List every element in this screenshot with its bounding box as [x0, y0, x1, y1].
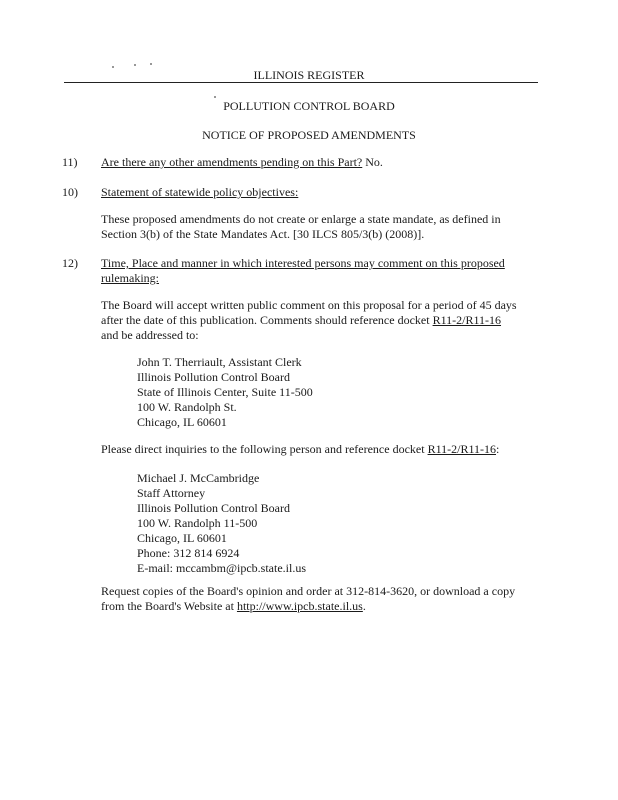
- clerk-address: [137, 355, 517, 430]
- copies-paragraph: [101, 584, 521, 614]
- address-line: Chicago, IL 60601: [137, 415, 227, 429]
- scan-speck: [214, 96, 216, 98]
- contact-line: 100 W. Randolph 11-500: [137, 516, 258, 530]
- docket-number: R11-2/R11-16: [432, 313, 502, 327]
- scan-speck: [150, 63, 152, 65]
- comment-text-end: and be addressed to:: [101, 328, 199, 342]
- address-line: Illinois Pollution Control Board: [137, 370, 291, 384]
- item-heading: Are there any other amendments pending on this Part?: [101, 155, 363, 169]
- item-heading: Statement of statewide policy objectives:: [101, 185, 299, 199]
- contact-line: Staff Attorney: [137, 486, 206, 500]
- address-line: State of Illinois Center, Suite 11-500: [137, 385, 313, 399]
- item-heading-wrap: [101, 256, 521, 286]
- inquiry-line: [101, 442, 521, 457]
- inquiry-punct: :: [496, 442, 500, 456]
- comment-paragraph: [101, 298, 521, 343]
- notice-title: NOTICE OF PROPOSED AMENDMENTS: [202, 128, 416, 142]
- contact-line: Phone: 312 814 6924: [137, 546, 240, 560]
- inquiry-text: Please direct inquiries to the following person and reference docket: [101, 442, 425, 456]
- item-number: 12): [62, 256, 78, 270]
- register-title: ILLINOIS REGISTER: [253, 68, 365, 82]
- item-number: 10): [62, 185, 78, 199]
- address-line: John T. Therriault, Assistant Clerk: [137, 355, 302, 369]
- scan-speck: [134, 64, 136, 66]
- header-rule: [64, 82, 538, 83]
- contact-block: [137, 471, 517, 576]
- item-answer: No.: [365, 155, 383, 169]
- item-number: 11): [62, 155, 78, 169]
- copies-punct: .: [362, 599, 366, 613]
- address-line: 100 W. Randolph St.: [137, 400, 237, 414]
- contact-line: Illinois Pollution Control Board: [137, 501, 291, 515]
- item-body: These proposed amendments do not create or enlarge a state mandate, as defined in Section 3(b) of the State Mandates Act. [30 ILCS 805/3(b) (2008)].: [101, 212, 501, 241]
- docket-number: R11-2/R11-16: [427, 442, 497, 456]
- website-link[interactable]: http://www.ipcb.state.il.us: [236, 599, 363, 613]
- contact-email: E-mail: mccambm@ipcb.state.il.us: [137, 561, 307, 575]
- copies-text: Request copies of the Board's opinion and order at 312-814-3620, or download a copy from the Board's Website at: [101, 584, 516, 613]
- comment-text: The Board will accept written public comment on this proposal for a period of 45 days after the date of this publication. Comments should reference docket: [101, 298, 517, 327]
- item-line: [101, 155, 521, 170]
- contact-line: Michael J. McCambridge: [137, 471, 260, 485]
- item-heading: Time, Place and manner in which interested persons may comment on this proposed rulemaking:: [101, 256, 505, 285]
- agency-title: POLLUTION CONTROL BOARD: [223, 99, 395, 113]
- contact-line: Chicago, IL 60601: [137, 531, 227, 545]
- item-heading-wrap: [101, 185, 521, 200]
